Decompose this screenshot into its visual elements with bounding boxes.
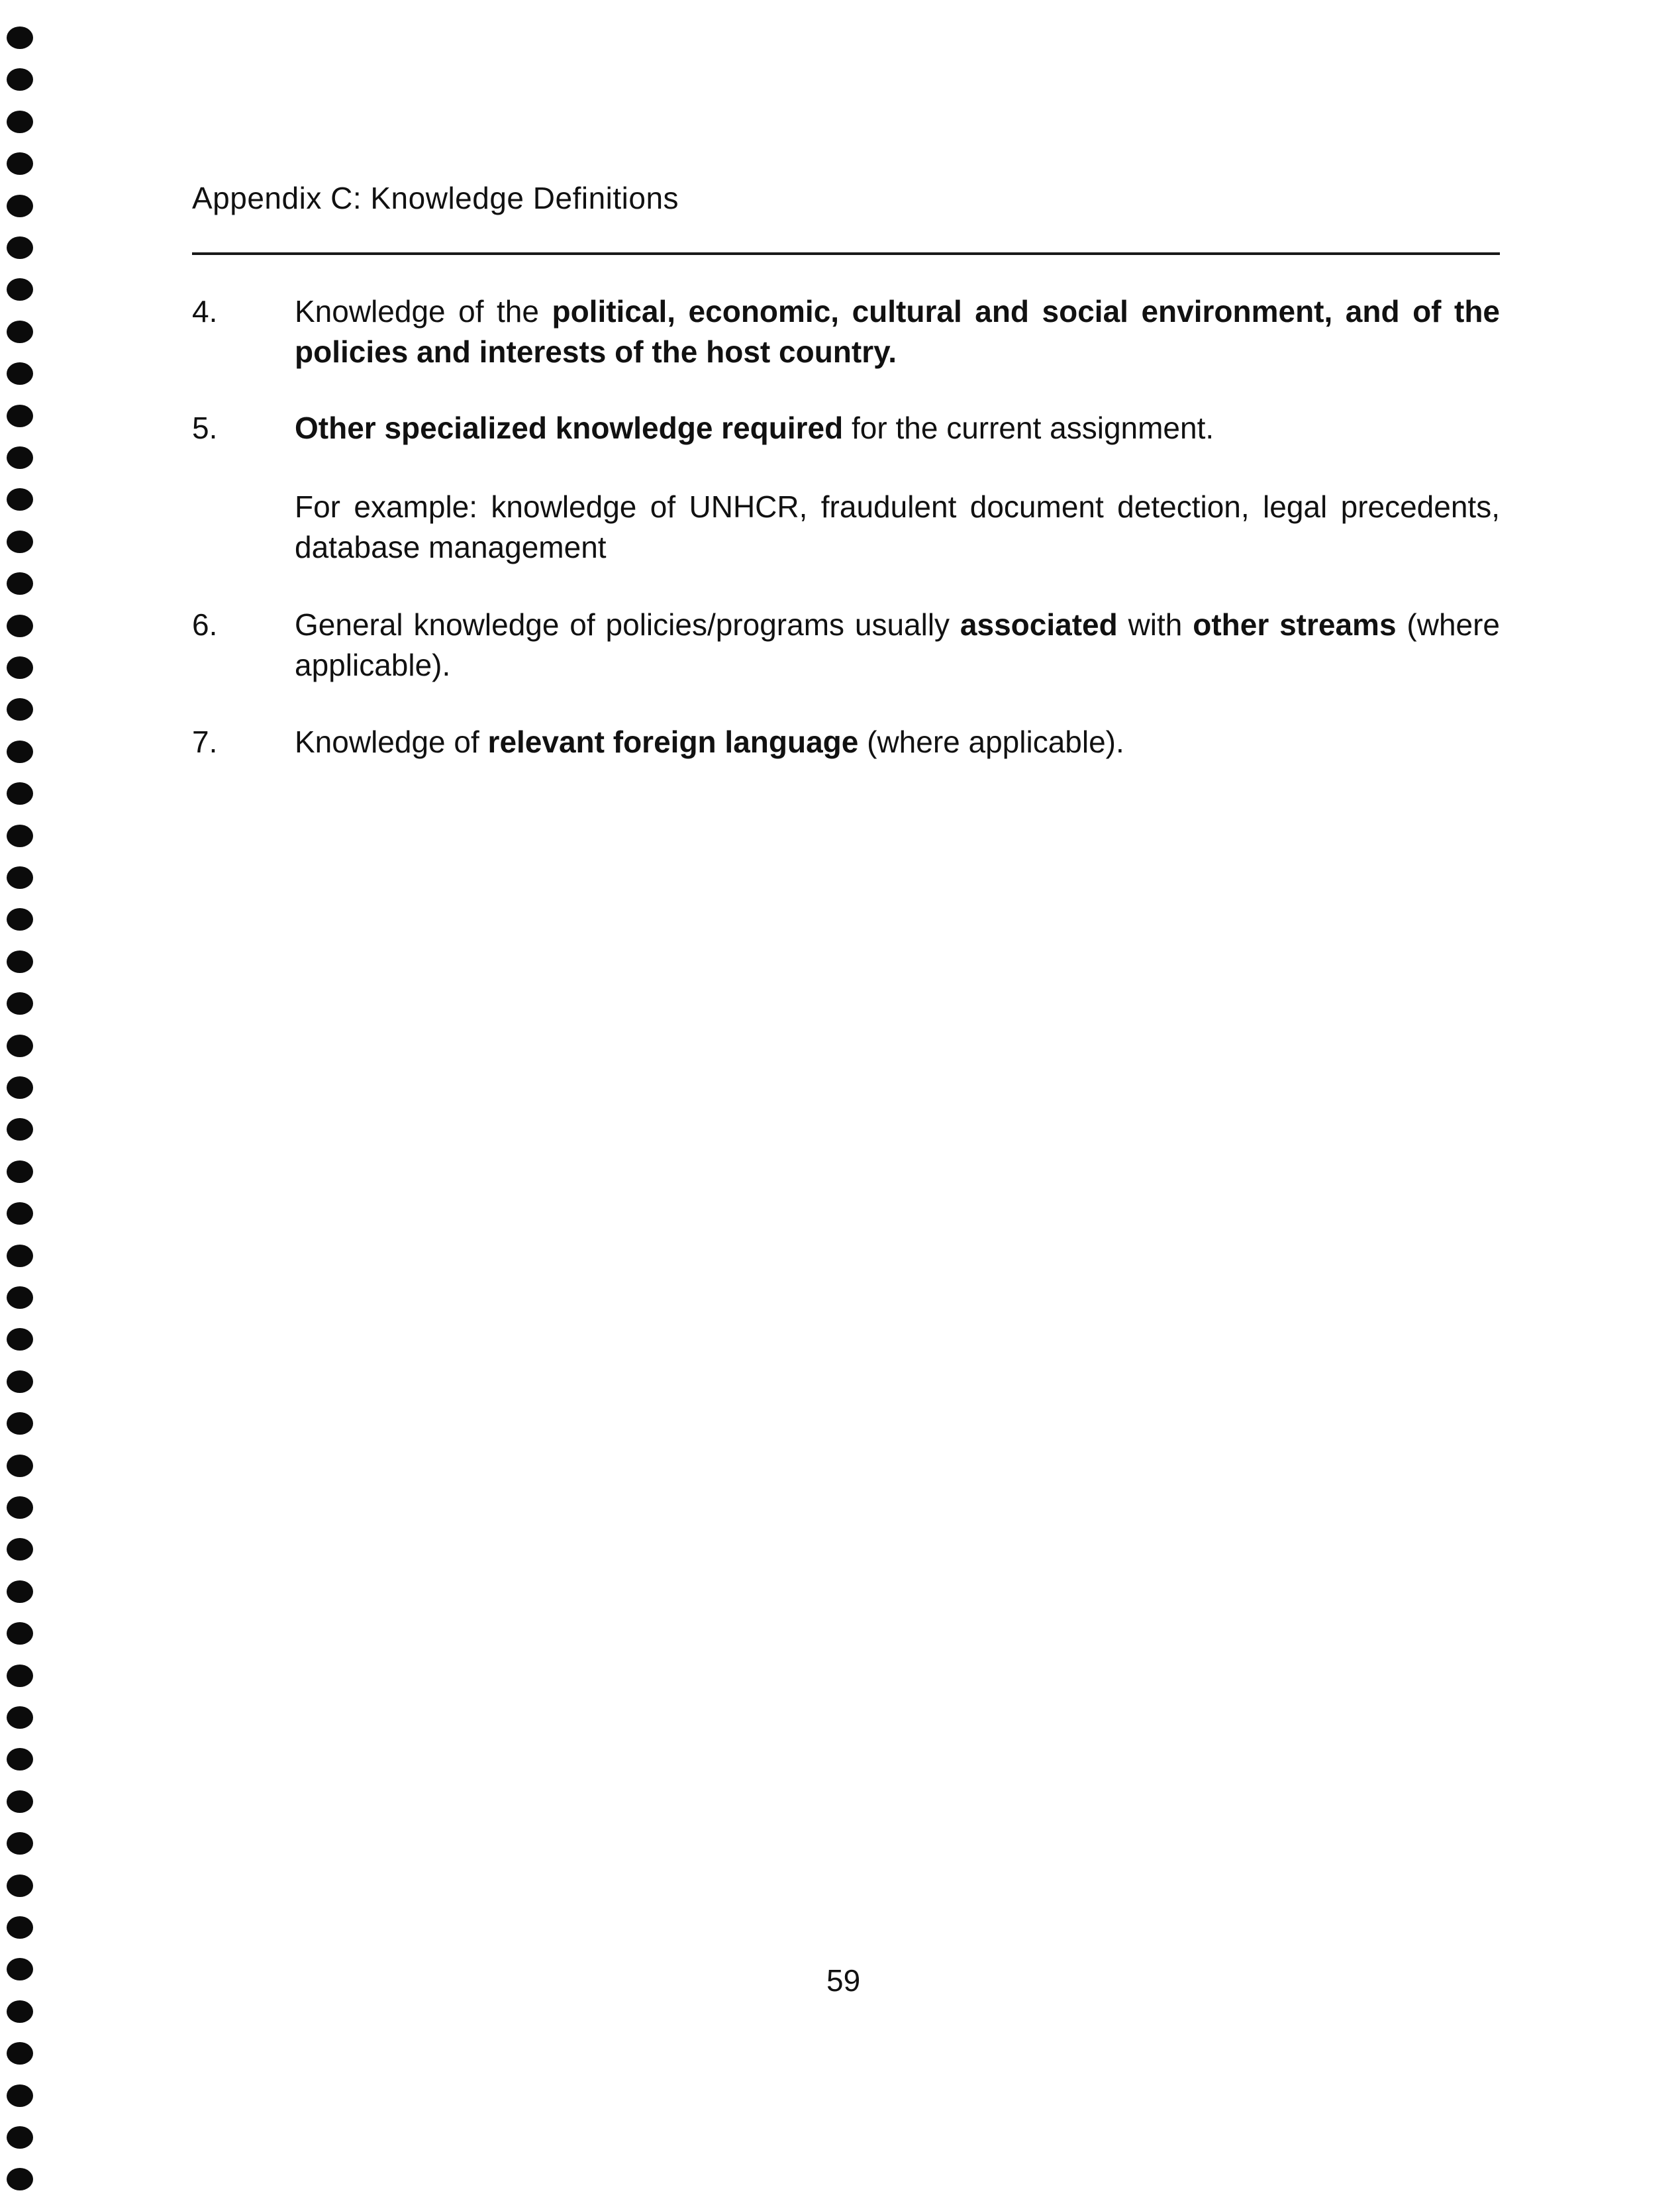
binding-hole: [7, 446, 33, 469]
item-text-segment: for the current assignment.: [843, 411, 1214, 445]
binding-hole: [7, 741, 33, 763]
binding-hole: [7, 278, 33, 301]
item-text-segment: with: [1117, 607, 1193, 642]
item-text: [295, 408, 1500, 448]
binding-hole: [7, 1790, 33, 1813]
binding-hole: [7, 152, 33, 175]
binding-hole: [7, 1245, 33, 1267]
binding-hole: [7, 1286, 33, 1309]
binding-hole: [7, 992, 33, 1015]
header-rule: [192, 252, 1500, 255]
item-number: 4.: [192, 294, 218, 329]
binding-hole: [7, 2168, 33, 2190]
binding-hole: [7, 1874, 33, 1897]
binding-hole: [7, 1370, 33, 1393]
item-text-segment: political, economic, cultural and social environment, and of the policies and interests of the host country.: [295, 294, 1500, 369]
binding-hole: [7, 405, 33, 427]
binding-hole: [7, 26, 33, 49]
item-text-segment: Other specialized knowledge required: [295, 411, 844, 445]
binding-hole: [7, 1706, 33, 1729]
binding-hole: [7, 1538, 33, 1561]
item-text: [295, 605, 1500, 686]
binding-hole: [7, 1580, 33, 1603]
list-item-example: [192, 487, 1500, 573]
binding-hole: [7, 2042, 33, 2065]
item-text-segment: other streams: [1193, 607, 1397, 642]
binding-hole: [7, 2000, 33, 2023]
list-item: [192, 605, 1500, 691]
binding-hole: [7, 68, 33, 91]
list-item: [192, 408, 1500, 454]
item-text-segment: Knowledge of: [295, 725, 488, 759]
binding-hole: [7, 111, 33, 133]
binding-hole: [7, 1160, 33, 1183]
item-number: 5.: [192, 411, 218, 445]
item-text-segment: Knowledge of the: [295, 294, 552, 329]
item-text-segment: (where applicable).: [295, 607, 1501, 682]
binding-hole: [7, 2126, 33, 2149]
binding-hole: [7, 1035, 33, 1057]
binding-hole: [7, 488, 33, 511]
binding-hole: [7, 195, 33, 217]
binding-hole: [7, 1412, 33, 1435]
binding-hole: [7, 531, 33, 553]
binding-hole: [7, 656, 33, 679]
binding-hole: [7, 1622, 33, 1645]
binding-hole: [7, 1328, 33, 1351]
binding-hole: [7, 1455, 33, 1477]
binding-hole: [7, 1748, 33, 1771]
binding-hole: [7, 2084, 33, 2107]
binding-hole: [7, 615, 33, 637]
item-example-text: For example: knowledge of UNHCR, fraudulent document detection, legal precedents, database management: [295, 489, 1500, 564]
binding-hole: [7, 950, 33, 973]
spiral-binding: [7, 26, 36, 2206]
binding-hole: [7, 866, 33, 889]
binding-hole: [7, 782, 33, 805]
page-number: 59: [826, 1963, 861, 1998]
item-number: 6.: [192, 607, 218, 642]
item-text: [295, 291, 1500, 372]
list-item: [192, 722, 1500, 768]
binding-hole: [7, 236, 33, 259]
binding-hole: [7, 1832, 33, 1855]
item-text: [295, 722, 1500, 762]
binding-hole: [7, 1202, 33, 1225]
binding-hole: [7, 908, 33, 931]
binding-hole: [7, 698, 33, 721]
binding-hole: [7, 362, 33, 385]
binding-hole: [7, 321, 33, 343]
item-text-segment: relevant foreign language: [487, 725, 859, 759]
item-text-segment: (where applicable).: [858, 725, 1124, 759]
binding-hole: [7, 1076, 33, 1099]
item-text-segment: associated: [960, 607, 1118, 642]
binding-hole: [7, 1496, 33, 1519]
binding-hole: [7, 825, 33, 847]
item-text-segment: usually: [844, 607, 960, 642]
binding-hole: [7, 1958, 33, 1980]
binding-hole: [7, 1118, 33, 1141]
item-text-segment: General knowledge of: [295, 607, 606, 642]
item-number: 7.: [192, 725, 218, 759]
list-item: [192, 291, 1500, 378]
binding-hole: [7, 572, 33, 595]
binding-hole: [7, 1665, 33, 1687]
item-text-segment: policies/programs: [605, 607, 845, 642]
binding-hole: [7, 1916, 33, 1939]
page-title: Appendix C: Knowledge Definitions: [192, 181, 679, 215]
